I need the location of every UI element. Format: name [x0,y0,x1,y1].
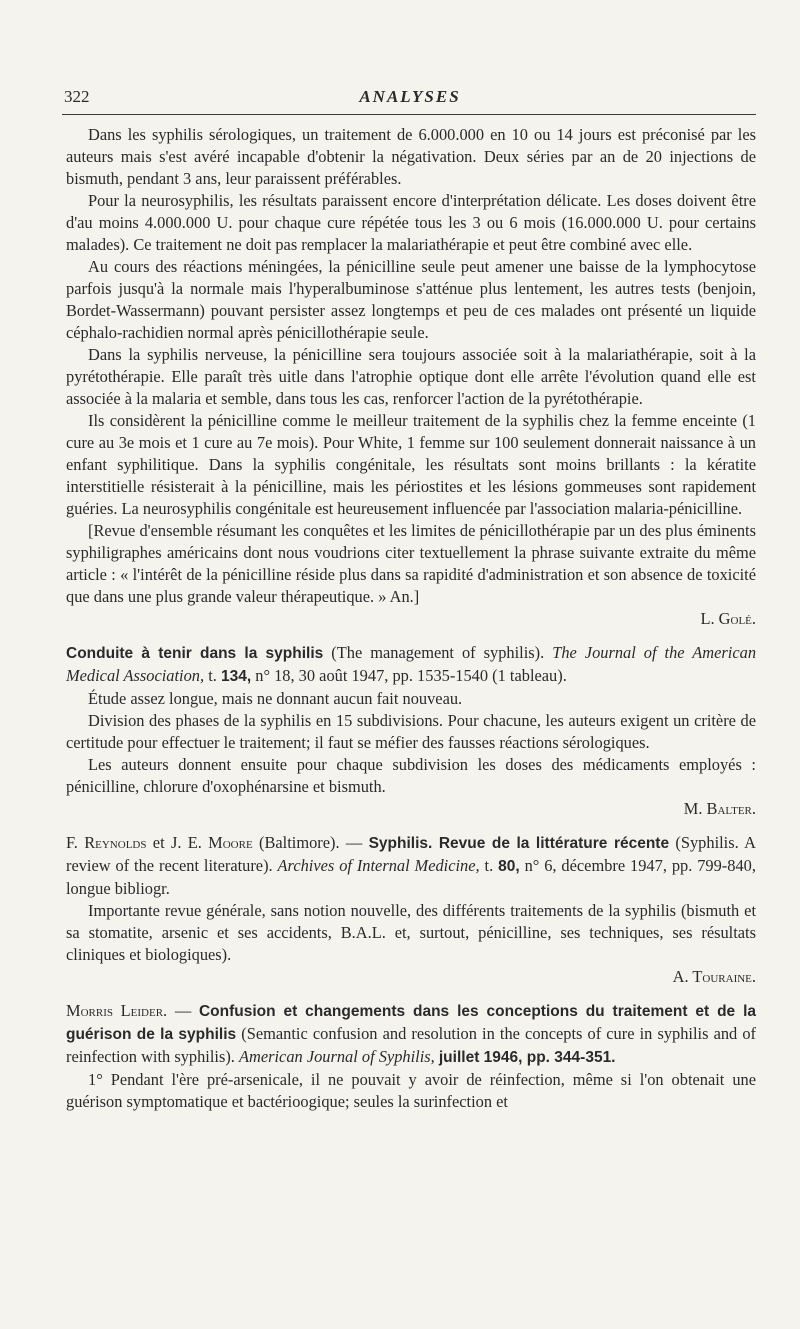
volume-number: 134, [220,668,252,685]
volume-prefix: t. [484,856,494,875]
page-body [66,124,756,1113]
reviewer-signature: A. Touraine. [672,967,756,986]
paragraph: 1° Pendant l'ère pré-arsenicale, il ne pouvait y avoir de réinfection, même si l'on obtenait une guérison symptomatique et bactérioogique; seules la surinfection et [66,1070,756,1111]
paragraph: Les auteurs donnent ensuite pour chaque subdivision les doses des médicaments employés : pénicilline, chlorure d'oxophénarsine et bismuth. [66,755,756,796]
header-rule [62,114,756,115]
author-name: J. E. Moore [170,833,253,852]
paragraph: Dans la syphilis nerveuse, la pénicilline sera toujours associée soit à la malariathérapie, soit à la pyrétothérapie. Elle paraît très uitle dans l'atrophie optique dont elle arrête l'évolution quand elle est associée à la malaria et semble, dans tous les cas, renforcer l'action de la pyrétothérapie. [66,345,756,408]
article-citation [66,642,756,688]
page-number: 322 [64,87,90,106]
review-section-4 [66,1000,756,1113]
volume-number: 80, [498,858,520,875]
volume-prefix: t. [208,666,217,685]
paragraph: Division des phases de la syphilis en 15 subdivisions. Pour chacune, les auteurs exigent un critère de certitude pour effectuer le traitement; il faut se méfier des fausses réactions sérologiques. [66,711,756,752]
paragraph: [Revue d'ensemble résumant les conquêtes et les limites de pénicillothérapie par un des plus éminents syphiligraphes américains dont nous voudrions citer textuellement la phrase suivante extraite du même article : « l'intérêt de la pénicilline réside plus dans sa rapidité d'administration et son absence de toxicité que dans une plus grande valeur thérapeutique. » An.] [66,521,756,606]
journal-name: American Journal of Syphilis, [239,1047,435,1066]
reviewer-signature: M. Balter. [683,799,756,818]
review-section-2 [66,642,756,820]
article-title: Conduite à tenir dans la syphilis [66,645,324,662]
reviewer-signature: L. Golé. [700,609,756,628]
article-citation [66,1000,756,1069]
running-title: ANALYSES [359,87,461,106]
author-location: (Baltimore). — [259,833,363,852]
review-section-3 [66,832,756,988]
paragraph: Au cours des réactions méningées, la pénicilline seule peut amener une baisse de la lymphocytose parfois jusqu'à la normale mais l'hyperalbuminose s'atténue plus lentement, les autres tests (benjoin, Bordet-Wassermann) pouvant persister assez longtemps et peu de ces malades ont présenté un liquide céphalo-rachidien normal après pénicillothérapie seule. [66,257,756,342]
paragraph: Étude assez longue, mais ne donnant aucun fait nouveau. [88,689,463,708]
paragraph: Pour la neurosyphilis, les résultats paraissent encore d'interprétation délicate. Les doses doivent être d'au moins 4.000.000 U. pour chaque cure répétée tous les 3 ou 6 mois (16.000.000 U. pour certains malades). Ce traitement ne doit pas remplacer la malariathérapie et peut être combiné avec elle. [66,191,756,254]
paragraph: Ils considèrent la pénicilline comme le meilleur traitement de la syphilis chez la femme enceinte (1 cure au 3e mois et 1 cure au 7e mois). Pour White, 1 femme sur 100 seulement donnerait naissance à un enfant syphilitique. Dans la syphilis congénitale, les résultats sont moins brillants : la kératite interstitielle résisterait à la pénicilline, mais les périostites et les lésions gommeuses sont rapidement guéries. La neurosyphilis congénitale est heureusement influencée par l'association malaria-pénicilline. [66,411,756,518]
issue-details: juillet 1946, pp. 344-351. [438,1049,616,1066]
article-subtitle: (Semantic confusion and resolution in the concepts [241,1024,583,1043]
article-title: Syphilis. Revue de la littérature récente [368,835,670,852]
journal-name: The Journal of the American Medical Association, [66,643,757,685]
journal-name: Archives of Internal Medicine, [277,856,480,875]
dash: — [174,1001,192,1020]
article-title: Confusion et changements dans les conceptions du traitement et de la guérison de la syphilis [66,1003,756,1043]
paragraph: Dans les syphilis sérologiques, un traitement de 6.000.000 en 10 ou 14 jours est préconisé par les auteurs mais s'est avéré incapable d'obtenir la négativation. Deux séries par an de 20 injections de bismuth, pendant 3 ans, leur paraissent préférables. [66,125,756,188]
article-subtitle-continued: of cure in syphilis and of reinfection with syphilis). [66,1024,757,1066]
article-subtitle: (The management of syphilis). [331,643,545,662]
paragraph: Importante revue générale, sans notion nouvelle, des différents traitements de la syphilis (bismuth et sa stomatite, arsenic et ses accidents, B.A.L. et, surtout, pénicilline, ses techniques, ses résultats cliniques et biologiques). [66,901,756,964]
author-name: Morris Leider. [66,1001,168,1020]
running-head [64,86,756,110]
article-citation [66,832,756,900]
citation-details: n° 6, décembre 1947, pp. 799-840, longue bibliogr. [66,856,756,898]
review-section-1 [66,124,756,630]
conjunction: et [152,833,165,852]
citation-details: n° 18, 30 août 1947, pp. 1535-1540 (1 tableau). [255,666,567,685]
author-name: F. Reynolds [66,833,147,852]
article-subtitle: (Syphilis. A review of the recent literature). [66,833,756,875]
